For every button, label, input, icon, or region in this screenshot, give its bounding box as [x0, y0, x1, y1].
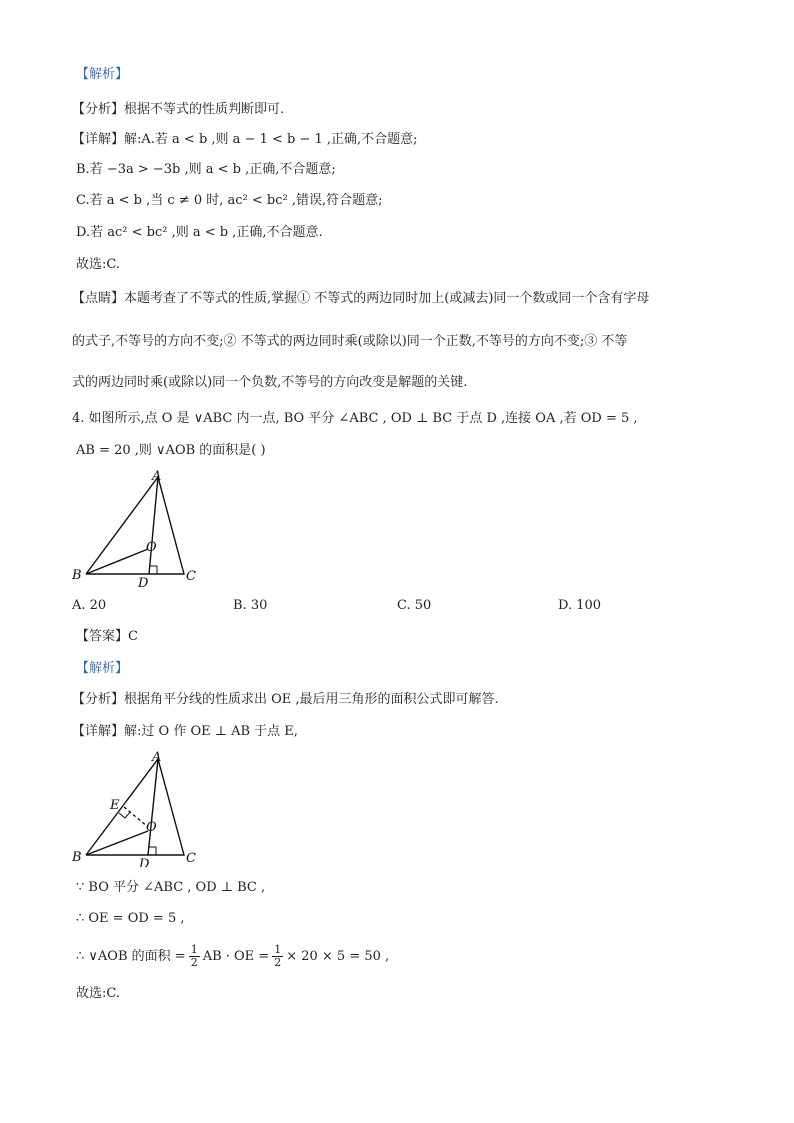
option-b[interactable]: B. 30	[233, 598, 268, 613]
dianjing-tag: 【点睛】	[72, 291, 125, 306]
xiangjie-line-1	[72, 131, 418, 149]
question4-stem-line2: AB = 20 ,则 ∨AOB 的面积是( )	[76, 443, 266, 458]
solution-step-2: ∴ OE = OD = 5 ,	[76, 911, 185, 926]
dianjing-line-3: 式的两边同时乘(或除以)同一个负数,不等号的方向改变是解题的关键.	[72, 375, 468, 390]
dianjing-line-1	[72, 290, 649, 308]
solution-step-1: ∵ BO 平分 ∠ABC , OD ⊥ BC ,	[76, 880, 266, 895]
label-e: E	[110, 798, 120, 813]
right-angle-mark-e	[119, 812, 130, 818]
label-a: A	[152, 469, 162, 484]
label-b-2: B	[72, 850, 82, 865]
segment-ao-d	[149, 477, 158, 574]
jiexi-heading-2: 【解析】	[76, 661, 129, 676]
triangle-abc-2	[86, 759, 184, 855]
step3-middle: AB · OE =	[202, 948, 270, 964]
option-a[interactable]: A. 20	[72, 598, 107, 613]
triangle-abc	[86, 477, 184, 574]
segment-ao-d-2	[148, 759, 158, 855]
fraction-half-1	[189, 944, 200, 969]
dianjing-line-2: 的式子,不等号的方向不变;② 不等式的两边同时乘(或除以)同一个正数,不等号的方向不变;③ 不等	[72, 334, 628, 349]
conclusion-1: 故选:C.	[76, 257, 120, 272]
fenxi-tag-2: 【分析】	[72, 692, 125, 707]
label-d-2: D	[139, 857, 150, 867]
label-d: D	[138, 576, 149, 591]
fraction-denominator-2: 2	[274, 956, 282, 969]
jiexi-heading-1: 【解析】	[76, 67, 129, 82]
dianjing-text-1: 本题考查了不等式的性质,掌握① 不等式的两边同时加上(或减去)同一个数或同一个含有字母	[124, 291, 650, 306]
triangle-figure-1	[68, 465, 208, 593]
triangle-figure-2	[68, 745, 208, 867]
fenxi-line-1	[72, 101, 284, 119]
xiangjie-text: 解:A.若 a < b ,则 a − 1 < b − 1 ,正确,不合题意;	[124, 132, 418, 147]
answer-line: 【答案】C	[76, 629, 138, 644]
fraction-numerator-2: 1	[274, 943, 282, 956]
option-b-analysis: B.若 −3a > −3b ,则 a < b ,正确,不合题意;	[76, 162, 336, 177]
label-c-2: C	[186, 851, 196, 866]
fraction-denominator: 2	[190, 956, 198, 969]
fenxi-tag: 【分析】	[72, 102, 125, 117]
label-c: C	[186, 569, 196, 584]
label-o: O	[146, 540, 157, 555]
fraction-numerator: 1	[190, 943, 198, 956]
xiangjie-tag: 【详解】	[72, 132, 125, 147]
xiangjie-text-2: 解:过 O 作 OE ⊥ AB 于点 E,	[124, 724, 298, 739]
label-b: B	[72, 568, 82, 583]
step3-prefix: ∴ ∨AOB 的面积 =	[76, 948, 186, 964]
fenxi-text: 根据不等式的性质判断即可.	[124, 102, 285, 117]
option-c-analysis: C.若 a < b ,当 c ≠ 0 时, ac² < bc² ,错误,符合题意;	[76, 193, 383, 208]
segment-oe-dashed	[124, 807, 148, 827]
fraction-half-2	[272, 944, 283, 969]
fenxi-line-2	[72, 691, 499, 709]
option-d[interactable]: D. 100	[558, 598, 602, 613]
question4-stem-line1: 4. 如图所示,点 O 是 ∨ABC 内一点, BO 平分 ∠ABC , OD ⊥ BC 于点 D ,连接 OA ,若 OD = 5 ,	[72, 411, 638, 426]
label-o-2: O	[146, 820, 157, 835]
fenxi-text-2: 根据角平分线的性质求出 OE ,最后用三角形的面积公式即可解答.	[124, 692, 499, 707]
conclusion-2: 故选:C.	[76, 986, 120, 1001]
option-d-analysis: D.若 ac² < bc² ,则 a < b ,正确,不合题意.	[76, 225, 323, 240]
xiangjie-tag-2: 【详解】	[72, 724, 125, 739]
solution-step-3	[76, 944, 389, 969]
label-a-2: A	[152, 750, 162, 765]
step3-suffix: × 20 × 5 = 50 ,	[286, 948, 390, 964]
option-c[interactable]: C. 50	[397, 598, 432, 613]
xiangjie-line-2	[72, 723, 298, 741]
